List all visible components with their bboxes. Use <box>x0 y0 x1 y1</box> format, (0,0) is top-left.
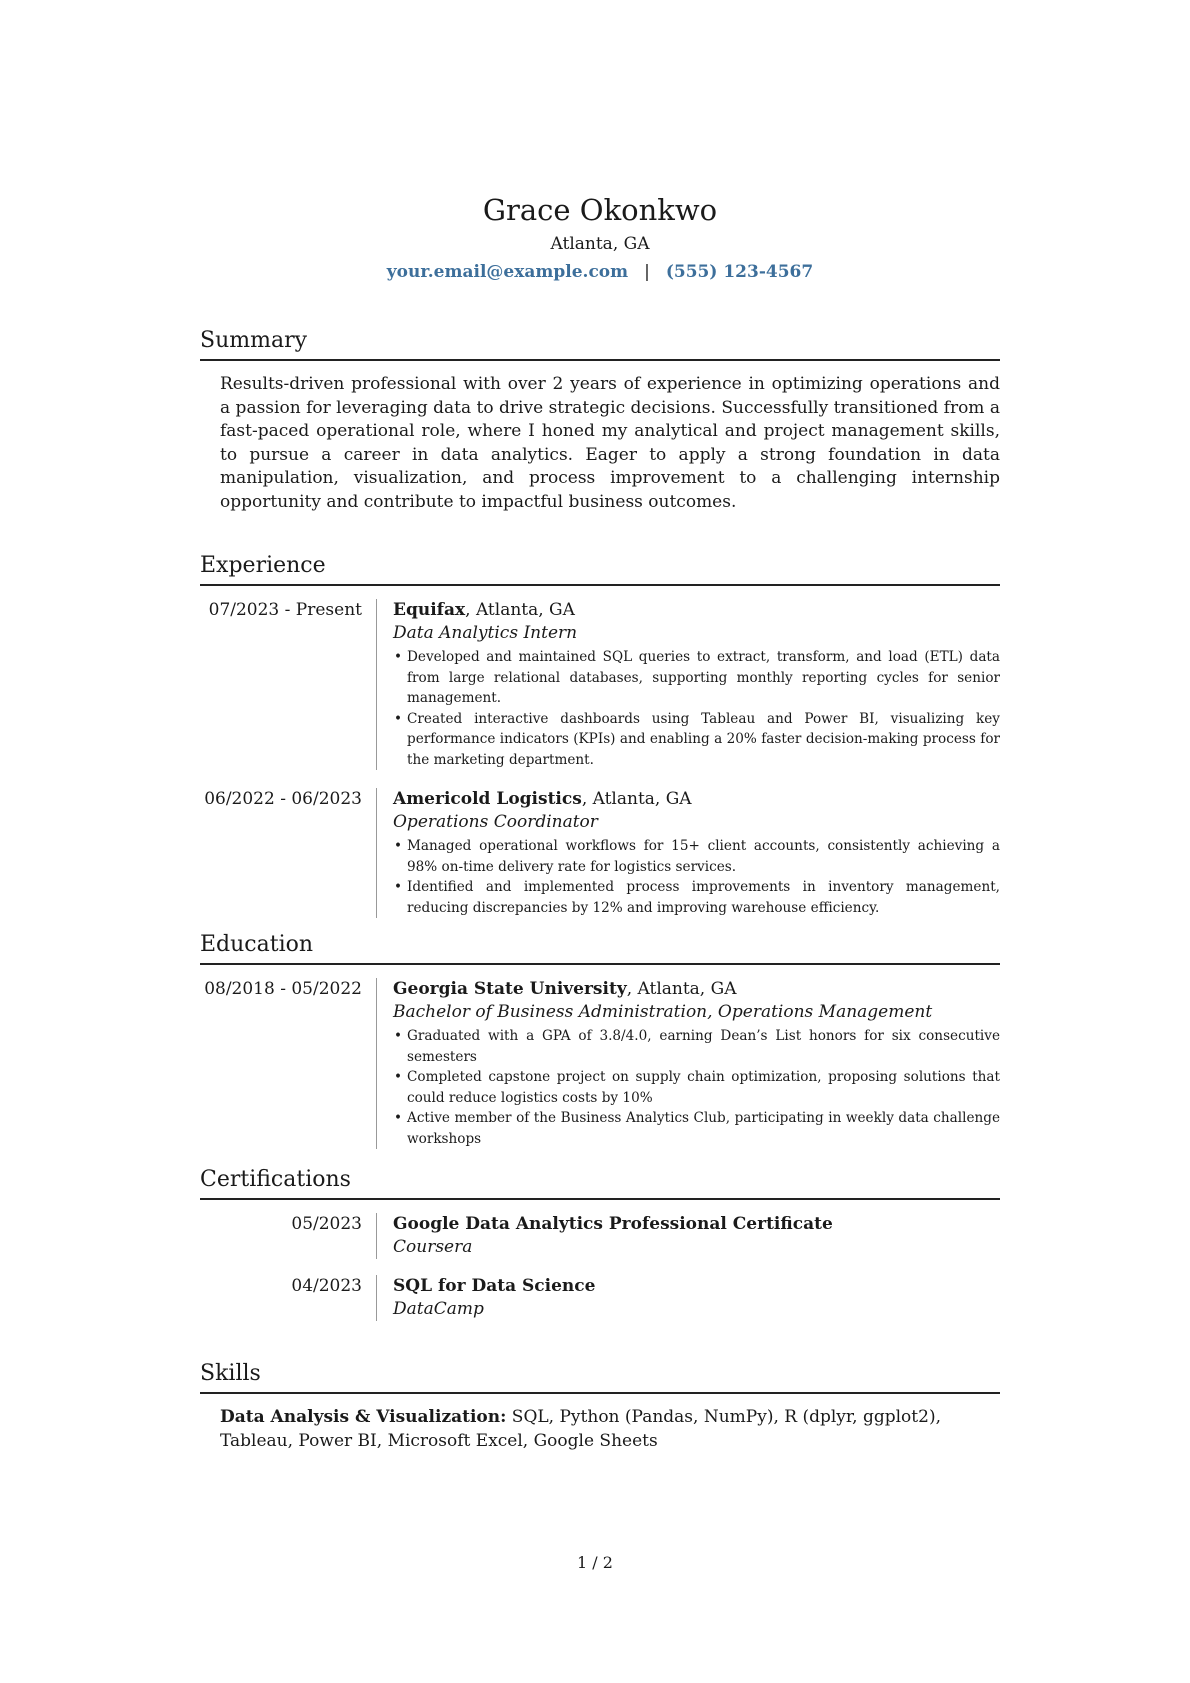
section-title-experience: Experience <box>200 553 326 578</box>
bullet-list <box>393 836 1000 918</box>
entry-date: 04/2023 <box>291 1276 362 1296</box>
bullet-item: • Active member of the Business Analytics Club, participating in weekly data challenge workshops <box>393 1108 1000 1149</box>
section-divider <box>200 359 1000 361</box>
experience-section <box>200 551 1000 918</box>
entry-organization: Georgia State University <box>393 979 627 999</box>
certification-issuer: Coursera <box>393 1237 473 1257</box>
contact-line <box>200 259 1000 285</box>
experience-entry <box>200 599 1000 770</box>
entry-date: 05/2023 <box>291 1214 362 1234</box>
section-divider <box>200 1198 1000 1200</box>
bullet-item: • Identified and implemented process improvements in inventory management, reducing discrepancies by 12% and improving warehouse efficiency. <box>393 877 1000 918</box>
entry-body <box>376 599 1000 770</box>
experience-entry <box>200 788 1000 918</box>
entry-date: 08/2018 - 05/2022 <box>204 979 362 999</box>
entry-body <box>376 788 1000 918</box>
entry-body <box>376 1213 1000 1259</box>
education-entry <box>200 978 1000 1149</box>
skills-label: Data Analysis & Visualization: <box>220 1407 507 1427</box>
entry-heading <box>393 1275 1000 1298</box>
phone-link[interactable]: (555) 123-4567 <box>665 262 814 282</box>
bullet-item: • Managed operational workflows for 15+ client accounts, consistently achieving a 98% on-time delivery rate for logistics services. <box>393 836 1000 877</box>
entry-heading <box>393 788 1000 811</box>
certification-entry <box>200 1213 1000 1259</box>
email-link[interactable]: your.email@example.com <box>386 262 629 282</box>
education-section <box>200 930 1000 1149</box>
entry-body <box>376 1275 1000 1321</box>
bullet-item: • Completed capstone project on supply chain optimization, proposing solutions that could reduce logistics costs by 10% <box>393 1067 1000 1108</box>
summary-section <box>200 326 1000 514</box>
entry-date: 07/2023 - Present <box>208 600 362 620</box>
entry-heading <box>393 978 1000 1001</box>
candidate-location: Atlanta, GA <box>550 234 650 254</box>
certification-issuer: DataCamp <box>393 1299 484 1319</box>
entry-date: 06/2022 - 06/2023 <box>204 789 362 809</box>
entry-location: , Atlanta, GA <box>626 979 737 999</box>
entry-organization: Americold Logistics <box>393 789 582 809</box>
bullet-item: • Graduated with a GPA of 3.8/4.0, earning Dean’s List honors for six consecutive semesters <box>393 1026 1000 1067</box>
certification-name: SQL for Data Science <box>393 1276 596 1296</box>
contact-separator: | <box>644 262 650 282</box>
entry-organization: Equifax <box>393 600 466 620</box>
section-title-education: Education <box>200 932 314 957</box>
section-title-skills: Skills <box>200 1361 261 1386</box>
certifications-section <box>200 1165 1000 1321</box>
resume-header <box>200 0 1000 285</box>
bullet-item: • Developed and maintained SQL queries to extract, transform, and load (ETL) data from large relational databases, supporting monthly reporting cycles for senior management. <box>393 647 1000 709</box>
section-title-summary: Summary <box>200 328 308 353</box>
certification-entry <box>200 1275 1000 1321</box>
skills-section <box>200 1359 1000 1453</box>
skills-text <box>220 1406 1000 1453</box>
certification-name: Google Data Analytics Professional Certificate <box>393 1214 833 1234</box>
section-divider <box>200 584 1000 586</box>
entry-role: Operations Coordinator <box>393 812 598 832</box>
section-divider <box>200 963 1000 965</box>
section-divider <box>200 1392 1000 1394</box>
bullet-list <box>393 647 1000 770</box>
entry-heading <box>393 1213 1000 1236</box>
entry-role: Data Analytics Intern <box>393 623 578 643</box>
entry-body <box>376 978 1000 1149</box>
entry-location: , Atlanta, GA <box>465 600 575 620</box>
bullet-list <box>393 1026 1000 1149</box>
section-title-certifications: Certifications <box>200 1167 351 1192</box>
candidate-name: Grace Okonkwo <box>482 193 718 227</box>
entry-location: , Atlanta, GA <box>581 789 692 809</box>
bullet-item: • Created interactive dashboards using Tableau and Power BI, visualizing key performance indicators (KPIs) and enabling a 20% faster decision-making process for the marketing department. <box>393 709 1000 771</box>
entry-heading <box>393 599 1000 622</box>
page-number: 1 / 2 <box>577 1553 613 1572</box>
skills-list: SQL, Python (Pandas, NumPy), R (dplyr, ggplot2), Tableau, Power BI, Microsoft Excel, Google Sheets <box>220 1407 941 1451</box>
summary-text: Results-driven professional with over 2 years of experience in optimizing operations and a passion for leveraging data to drive strategic decisions. Successfully transitioned from a fast-paced operational role, where I honed my analytical and project management skills, to pursue a career in data analytics. Eager to apply a strong foundation in data manipulation, visualization, and process improvement to a challenging internship opportunity and contribute to impactful business outcomes. <box>220 374 1000 512</box>
entry-degree: Bachelor of Business Administration, Operations Management <box>393 1002 933 1022</box>
